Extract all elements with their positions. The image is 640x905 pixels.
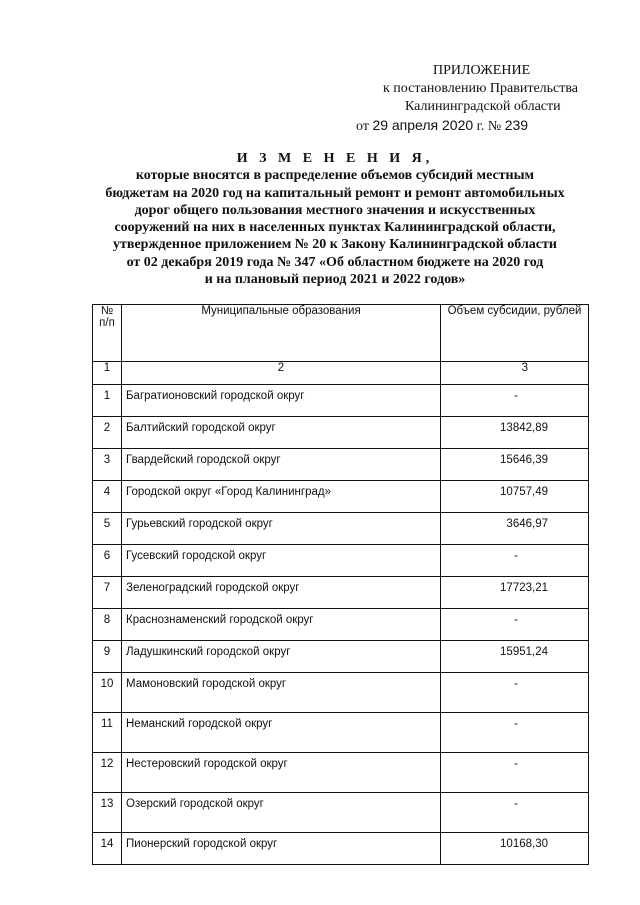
table-row	[93, 609, 589, 641]
index-col-2: 2	[122, 362, 441, 385]
table-index-row	[93, 362, 589, 385]
table-row	[93, 577, 589, 609]
row-value: -	[441, 753, 589, 793]
heading-title: И З М Е Н Е Н И Я,	[236, 151, 434, 166]
row-num: 13	[93, 793, 122, 833]
row-num: 8	[93, 609, 122, 641]
appendix-block	[340, 62, 610, 136]
table-header-row	[93, 305, 589, 362]
date-suffix: г. №	[476, 119, 502, 134]
row-num: 14	[93, 833, 122, 865]
row-name: Краснознаменский городской округ	[122, 609, 441, 641]
table-row	[93, 713, 589, 753]
index-col-1: 1	[93, 362, 122, 385]
row-num: 1	[93, 385, 122, 417]
appendix-date-line	[340, 116, 610, 136]
row-num: 3	[93, 449, 122, 481]
appendix-line-resolution: к постановлению Правительства	[383, 81, 579, 96]
row-num: 4	[93, 481, 122, 513]
row-num: 12	[93, 753, 122, 793]
table-row	[93, 385, 589, 417]
row-num: 2	[93, 417, 122, 449]
table-row	[93, 481, 589, 513]
document-heading	[85, 150, 585, 288]
row-name: Зеленоградский городской округ	[122, 577, 441, 609]
row-num: 9	[93, 641, 122, 673]
row-name: Ладушкинский городской округ	[122, 641, 441, 673]
row-name: Нестеровский городской округ	[122, 753, 441, 793]
row-value: -	[441, 793, 589, 833]
row-name: Гусевский городской округ	[122, 545, 441, 577]
table-row	[93, 793, 589, 833]
row-value: 10757,49	[441, 481, 589, 513]
table-row	[93, 513, 589, 545]
row-name: Пионерский городской округ	[122, 833, 441, 865]
subsidy-table	[92, 304, 589, 865]
table-body	[93, 385, 589, 865]
row-value: 3646,97	[441, 513, 589, 545]
date-value: 29 апреля 2020	[372, 117, 474, 133]
heading-line: утвержденное приложением № 20 к Закону Калининградской области	[113, 237, 557, 253]
row-name: Гурьевский городской округ	[122, 513, 441, 545]
heading-line: и на плановый период 2021 и 2022 годов»	[204, 272, 466, 288]
row-value: 17723,21	[441, 577, 589, 609]
row-num: 11	[93, 713, 122, 753]
table-row	[93, 545, 589, 577]
index-col-3: 3	[441, 362, 589, 385]
row-name: Гвардейский городской округ	[122, 449, 441, 481]
header-name: Муниципальные образования	[122, 305, 441, 362]
row-num: 5	[93, 513, 122, 545]
row-num: 6	[93, 545, 122, 577]
row-value: -	[441, 673, 589, 713]
table-row	[93, 833, 589, 865]
date-prefix: от	[356, 119, 369, 134]
heading-line: сооружений на них в населенных пунктах Калининградской области,	[114, 220, 556, 236]
table-row	[93, 753, 589, 793]
row-num: 7	[93, 577, 122, 609]
row-value: -	[441, 385, 589, 417]
header-num: № п/п	[93, 305, 122, 362]
header-value: Объем субсидии, рублей	[441, 305, 589, 362]
row-name: Балтийский городской округ	[122, 417, 441, 449]
table-row	[93, 449, 589, 481]
heading-line: которые вносятся в распределение объемов субсидий местным	[135, 168, 535, 184]
row-value: 15646,39	[441, 449, 589, 481]
row-name: Неманский городской округ	[122, 713, 441, 753]
row-name: Мамоновский городской округ	[122, 673, 441, 713]
row-num: 10	[93, 673, 122, 713]
appendix-line-region: Калининградской области	[405, 99, 561, 114]
row-value: -	[441, 713, 589, 753]
row-value: 15951,24	[441, 641, 589, 673]
row-name: Городской округ «Город Калининград»	[122, 481, 441, 513]
table-row	[93, 417, 589, 449]
row-name: Багратионовский городской округ	[122, 385, 441, 417]
row-value: 13842,89	[441, 417, 589, 449]
row-value: -	[441, 545, 589, 577]
appendix-title: ПРИЛОЖЕНИЕ	[433, 63, 531, 78]
heading-line: от 02 декабря 2019 года № 347 «Об областном бюджете на 2020 год	[126, 254, 544, 270]
table-row	[93, 673, 589, 713]
heading-line: дорог общего пользования местного значения и искусственных	[134, 202, 536, 218]
table-row	[93, 641, 589, 673]
row-value: 10168,30	[441, 833, 589, 865]
row-value: -	[441, 609, 589, 641]
row-name: Озерский городской округ	[122, 793, 441, 833]
heading-line: бюджетам на 2020 год на капитальный ремонт и ремонт автомобильных	[105, 185, 565, 201]
resolution-number: 239	[504, 117, 529, 133]
